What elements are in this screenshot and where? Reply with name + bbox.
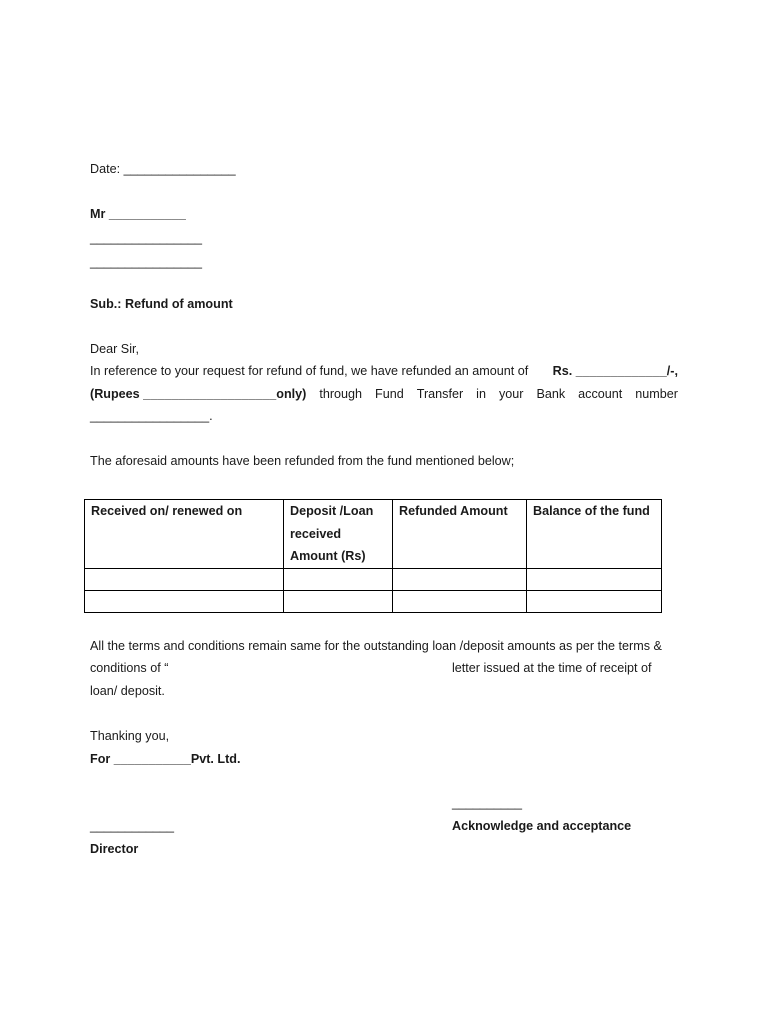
table-cell	[393, 591, 527, 613]
terms-line-1: All the terms and conditions remain same for the outstanding loan /deposit amounts as per the terms &	[90, 639, 662, 653]
word: Bank	[536, 386, 566, 401]
table-cell	[527, 569, 662, 591]
company-line: For ___________Pvt. Ltd.	[90, 752, 241, 766]
table-row	[85, 569, 662, 591]
terms-line-3: loan/ deposit.	[90, 684, 165, 698]
terms-line-2-left: conditions of “	[90, 661, 169, 675]
address-line-1: ________________	[90, 231, 203, 245]
account-number-blank: _________________.	[90, 409, 213, 423]
salutation: Dear Sir,	[90, 342, 139, 356]
word: through	[319, 386, 363, 401]
date-line: Date: ________________	[90, 162, 236, 176]
table-row	[85, 591, 662, 613]
acknowledge-label: Acknowledge and acceptance	[452, 819, 632, 833]
rupees-in-words-blank: (Rupees ___________________only)	[90, 386, 307, 401]
refund-paragraph-line-1	[90, 360, 678, 383]
word: number	[635, 386, 678, 401]
subject-line: Sub.: Refund of amount	[90, 297, 233, 311]
column-header: Refunded Amount	[393, 500, 527, 569]
table-cell	[85, 569, 284, 591]
recipient-name-line: Mr ___________	[90, 207, 186, 221]
word: in	[476, 386, 486, 401]
thanks-line: Thanking you,	[90, 729, 170, 743]
column-header: Received on/ renewed on	[85, 500, 284, 569]
terms-line-2-right: letter issued at the time of receipt of	[452, 661, 652, 675]
table-cell	[527, 591, 662, 613]
column-header: Deposit /Loan received Amount (Rs)	[284, 500, 393, 569]
word: Fund	[375, 386, 404, 401]
table-cell	[85, 591, 284, 613]
table-header-row	[85, 500, 662, 569]
column-header: Balance of the fund	[527, 500, 662, 569]
director-label: Director	[90, 842, 139, 856]
table-cell	[284, 591, 393, 613]
fund-intro-text: The aforesaid amounts have been refunded from the fund mentioned below;	[90, 454, 515, 468]
address-line-2: ________________	[90, 255, 203, 269]
refund-paragraph-line-2	[90, 383, 678, 406]
refund-paragraph	[90, 360, 678, 428]
director-signature-blank: ____________	[90, 819, 175, 833]
word: account	[578, 386, 623, 401]
table-cell	[284, 569, 393, 591]
word: your	[498, 386, 524, 401]
word: Transfer	[416, 386, 464, 401]
refund-intro-text: In reference to your request for refund of fund, we have refunded an amount of	[90, 364, 532, 378]
table-cell	[393, 569, 527, 591]
acknowledge-signature-blank: __________	[452, 796, 523, 810]
refund-table	[84, 499, 662, 613]
refund-amount-blank: Rs. _____________/-,	[552, 364, 678, 378]
